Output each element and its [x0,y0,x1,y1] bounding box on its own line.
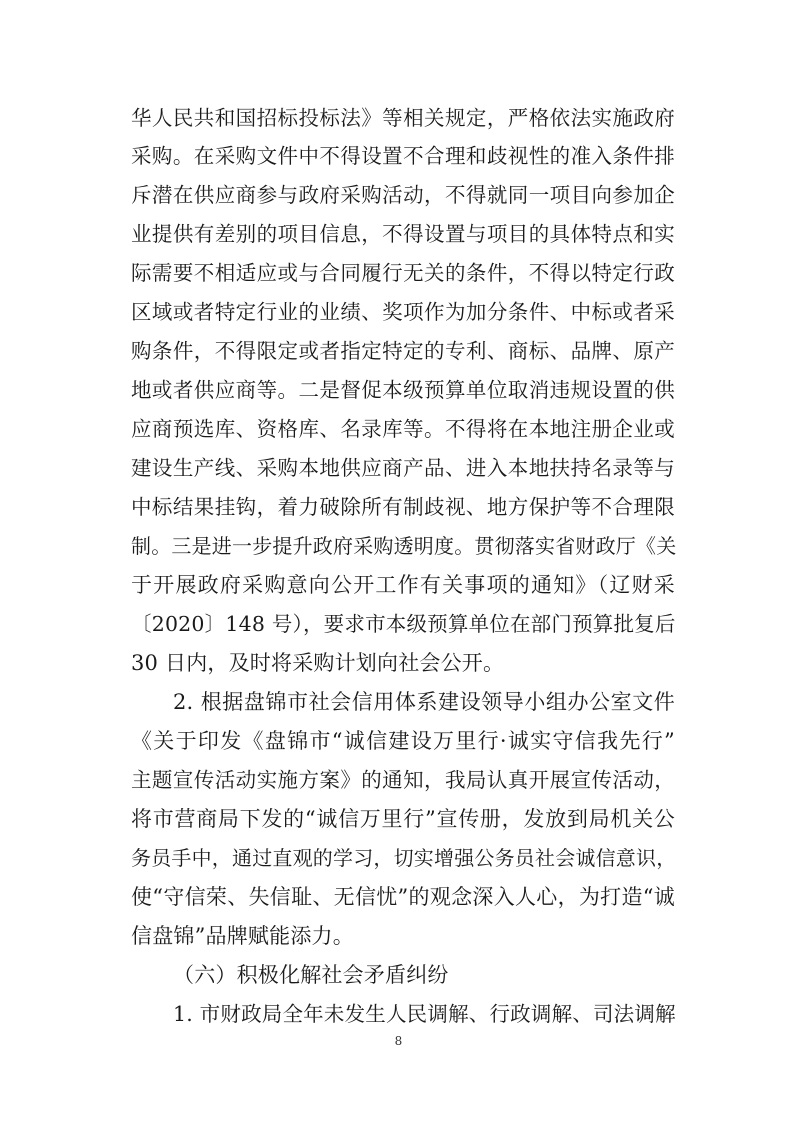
paragraph-line: 华人民共和国招标投标法》等相关规定，严格依法实施政府 [131,106,675,130]
paragraph-line: 制。三是进一步提升政府采购透明度。贯彻落实省财政厅《关 [131,534,677,558]
paragraph-line: 中标结果挂钩，着力破除所有制歧视、地方保护等不合理限 [131,495,675,519]
paragraph-line: 购条件，不得限定或者指定特定的专利、商标、品牌、原产 [131,339,675,363]
paragraph-line: 《关于印发《盘锦市“诚信建设万里行·诚实守信我先行” [131,729,675,753]
paragraph-line: 建设生产线、采购本地供应商产品、进入本地扶持名录等与 [131,456,675,480]
paragraph-line: 〔2020〕148 号），要求市本级预算单位在部门预算批复后 [131,612,676,636]
paragraph-line: 际需要不相适应或与合同履行无关的条件，不得以特定行政 [131,261,675,285]
paragraph-line: 斥潜在供应商参与政府采购活动，不得就同一项目向参加企 [131,183,675,207]
paragraph-line: 地或者供应商等。二是督促本级预算单位取消违规设置的供 [131,378,675,402]
paragraph-line: 务员手中，通过直观的学习，切实增强公务员社会诚信意识， [131,846,677,870]
paragraph-line: 使“守信荣、失信耻、无信忧”的观念深入人心，为打造“诚 [131,885,675,909]
paragraph-line: 应商预选库、资格库、名录库等。不得将在本地注册企业或 [131,417,675,441]
paragraph-line: 区域或者特定行业的业绩、奖项作为加分条件、中标或者采 [131,300,675,324]
section-heading: （六）积极化解社会矛盾纠纷 [173,963,449,987]
paragraph-first-line: 2. 根据盘锦市社会信用体系建设领导小组办公室文件 [173,690,675,714]
paragraph-line: 业提供有差别的项目信息，不得设置与项目的具体特点和实 [131,222,675,246]
paragraph-line: 信盘锦”品牌赋能添力。 [131,924,354,948]
paragraph-line: 于开展政府采购意向公开工作有关事项的通知》（辽财采 [131,573,675,597]
page-number: 8 [394,1034,403,1048]
paragraph-line: 将市营商局下发的“诚信万里行”宣传册，发放到局机关公 [131,807,675,831]
paragraph-line: 30 日内，及时将采购计划向社会公开。 [131,651,505,675]
paragraph-line: 主题宣传活动实施方案》的通知，我局认真开展宣传活动， [131,768,675,792]
paragraph-line: 采购。在采购文件中不得设置不合理和歧视性的准入条件排 [131,144,675,168]
paragraph-first-line: 1. 市财政局全年未发生人民调解、行政调解、司法调解 [173,1002,676,1026]
